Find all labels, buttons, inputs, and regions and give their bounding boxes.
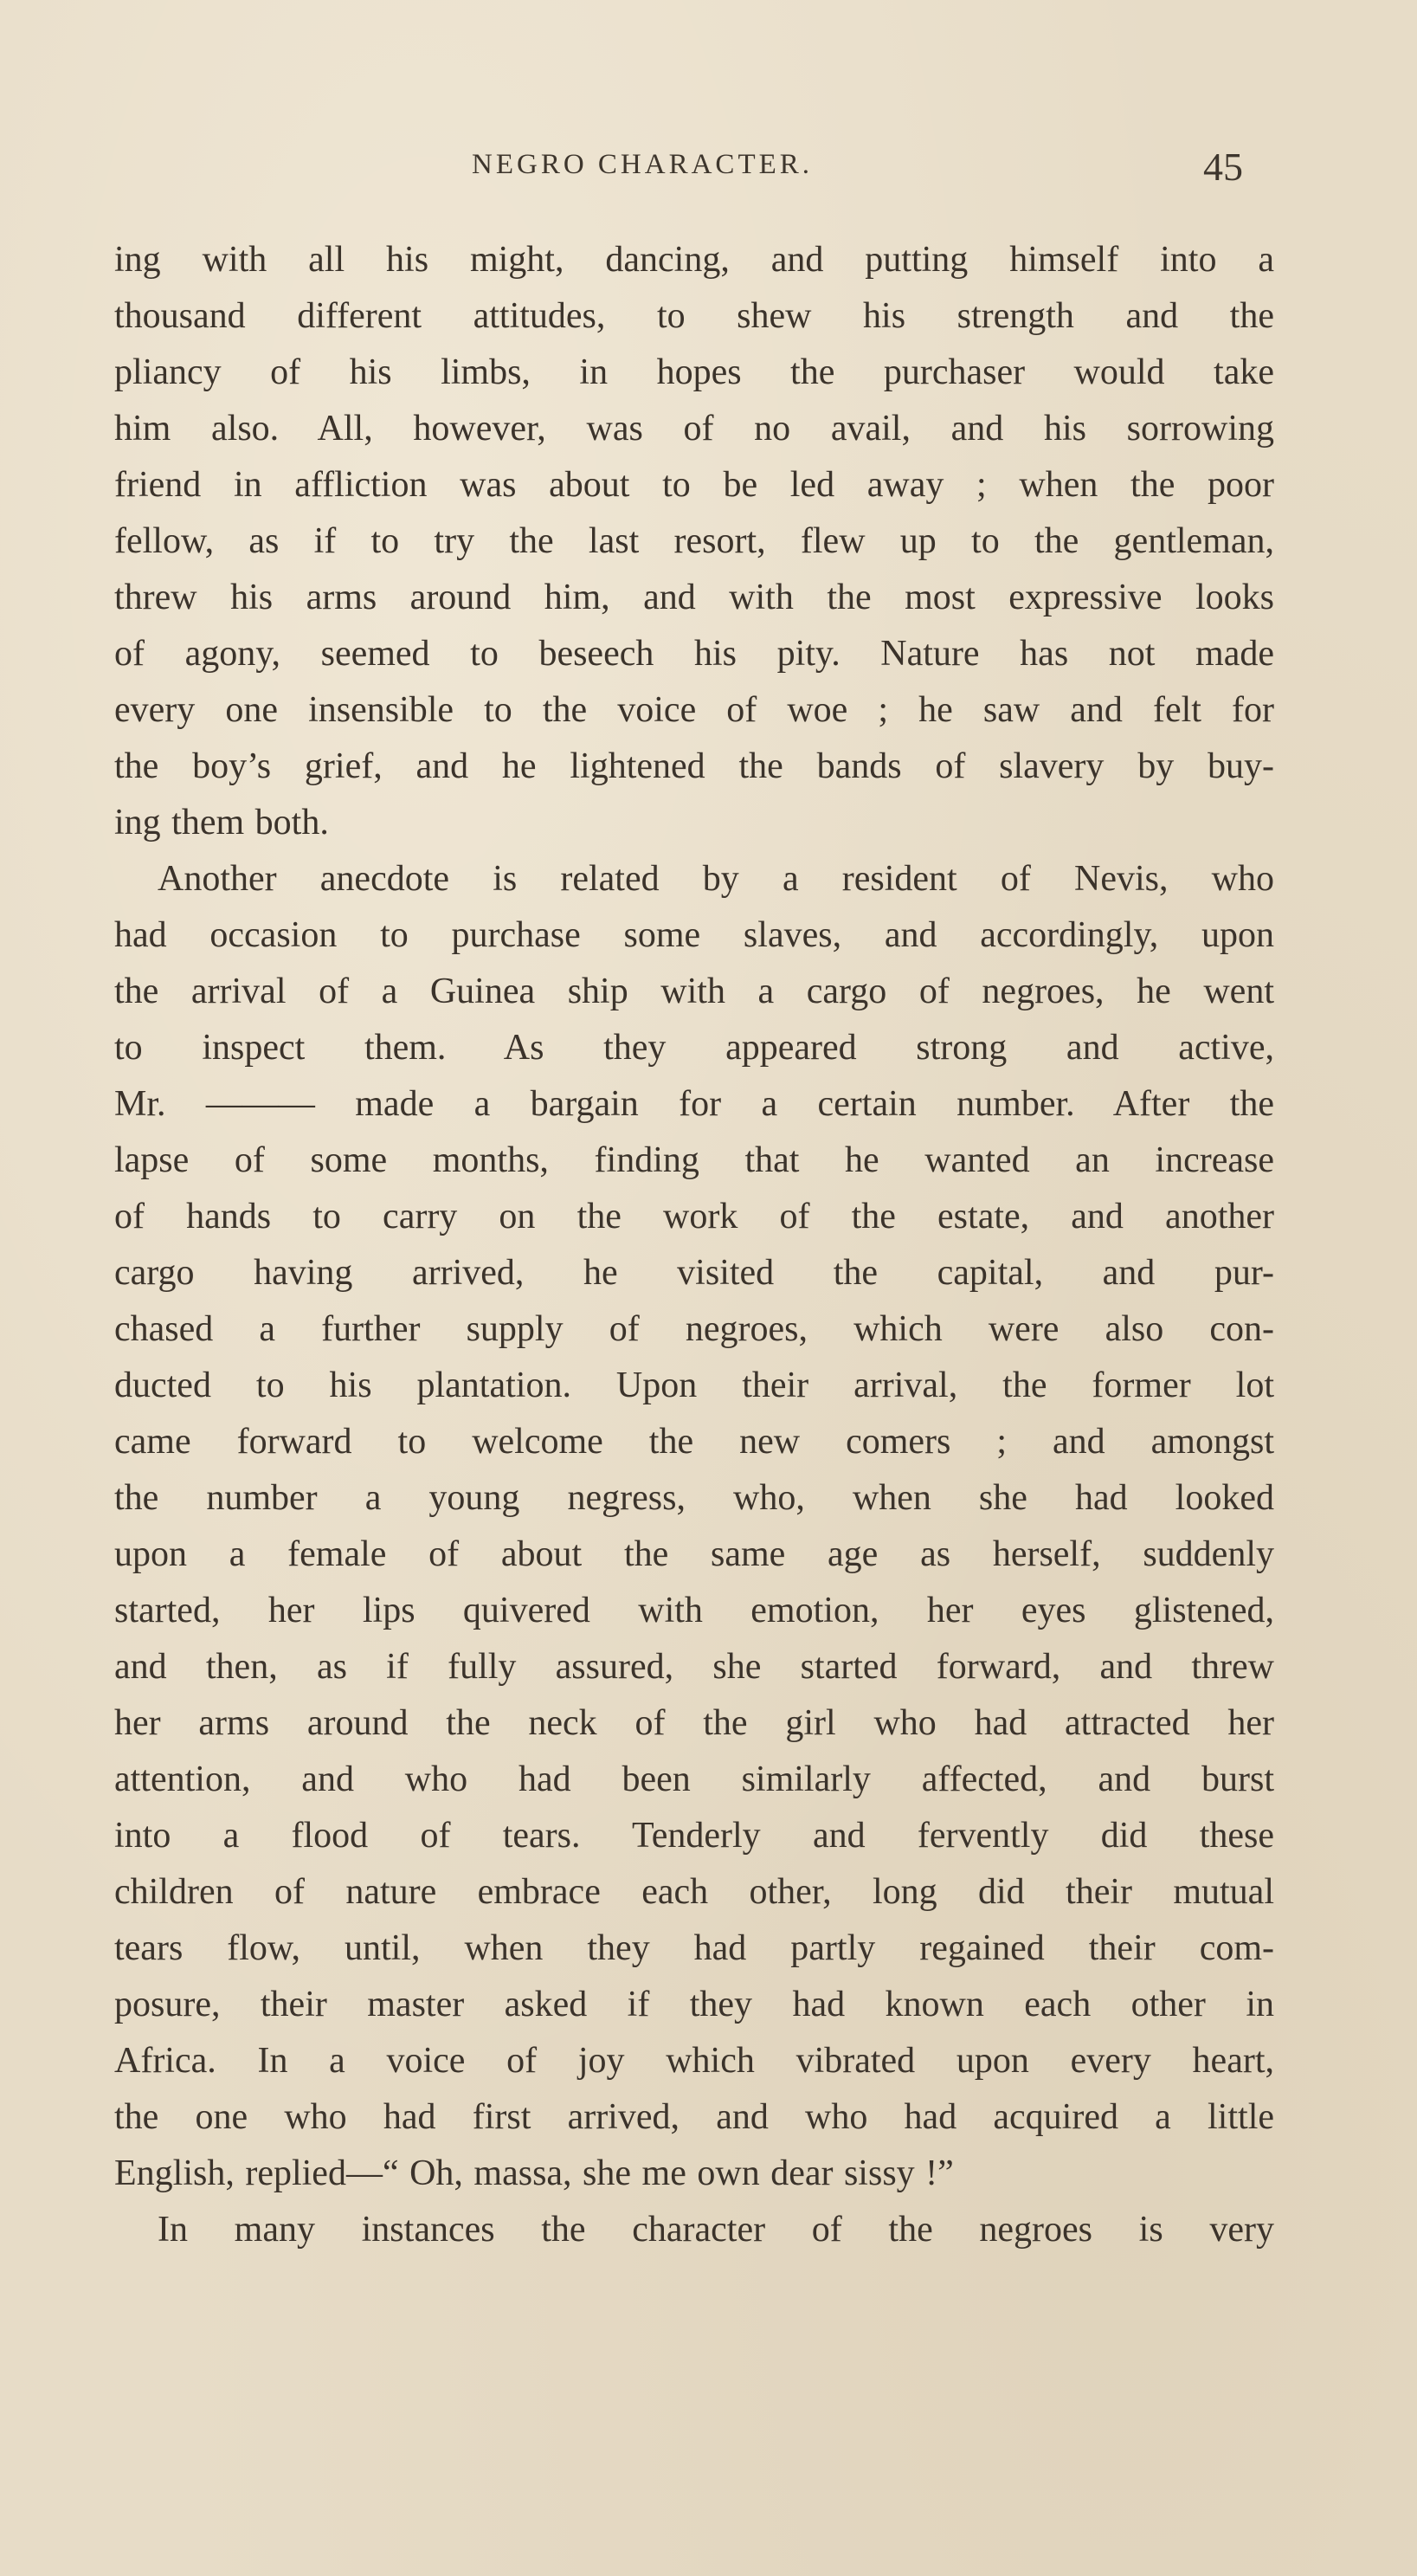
text-line: fellow, as if to try the last resort, flew up to the gentleman, (114, 521, 1274, 561)
text-line: started, her lips quivered with emotion, her eyes glistened, (114, 1591, 1274, 1630)
text-line: chased a further supply of negroes, which were also con- (114, 1309, 1274, 1349)
text-line: Africa. In a voice of joy which vibrated upon every heart, (114, 2041, 1274, 2081)
running-title: NEGRO CHARACTER. (472, 149, 814, 180)
text-line: had occasion to purchase some slaves, and accordingly, upon (114, 915, 1274, 955)
text-line: thousand different attitudes, to shew his strength and the (114, 296, 1274, 336)
text-line: him also. All, however, was of no avail, and his sorrowing (114, 409, 1274, 449)
text-line: came forward to welcome the new comers ; and amongst (114, 1422, 1274, 1462)
text-line: the number a young negress, who, when she had looked (114, 1478, 1274, 1518)
text-line: every one insensible to the voice of woe ; he saw and felt for (114, 690, 1274, 730)
text-line: cargo having arrived, he visited the capital, and pur- (114, 1253, 1274, 1293)
text-line: and then, as if fully assured, she started forward, and threw (114, 1647, 1274, 1687)
text-line: posure, their master asked if they had known each other in (114, 1985, 1274, 2024)
text-line: the arrival of a Guinea ship with a cargo of negroes, he went (114, 972, 1274, 1011)
text-line: friend in affliction was about to be led away ; when the poor (114, 465, 1274, 505)
text-line: her arms around the neck of the girl who had attracted her (114, 1703, 1274, 1743)
text-line: ing with all his might, dancing, and putting himself into a (114, 240, 1274, 280)
running-head (0, 145, 1417, 201)
text-line: upon a female of about the same age as herself, suddenly (114, 1534, 1274, 1574)
text-line: English, replied—“ Oh, massa, she me own dear sissy !” (114, 2153, 954, 2193)
text-line: pliancy of his limbs, in hopes the purchaser would take (114, 352, 1274, 392)
text-line: the boy’s grief, and he lightened the bands of slavery by buy- (114, 746, 1274, 786)
text-line: ing them both. (114, 803, 329, 843)
page-number: 45 (1203, 145, 1243, 189)
text-line: Another anecdote is related by a resident of Nevis, who (158, 859, 1274, 899)
text-line: threw his arms around him, and with the most expressive looks (114, 578, 1274, 617)
text-line: of agony, seemed to beseech his pity. Nature has not made (114, 634, 1274, 674)
text-line: ducted to his plantation. Upon their arrival, the former lot (114, 1365, 1274, 1405)
text-line: Mr. ——— made a bargain for a certain number. After the (114, 1084, 1274, 1124)
text-line: the one who had first arrived, and who had acquired a little (114, 2097, 1274, 2137)
text-line: to inspect them. As they appeared strong and active, (114, 1028, 1274, 1068)
body-text (114, 232, 1274, 2258)
text-line: attention, and who had been similarly affected, and burst (114, 1759, 1274, 1799)
text-line: into a flood of tears. Tenderly and fervently did these (114, 1816, 1274, 1856)
text-line: In many instances the character of the negroes is very (158, 2210, 1274, 2250)
text-line: of hands to carry on the work of the estate, and another (114, 1197, 1274, 1236)
text-line: children of nature embrace each other, long did their mutual (114, 1872, 1274, 1912)
text-line: tears flow, until, when they had partly regained their com- (114, 1928, 1274, 1968)
text-line: lapse of some months, finding that he wanted an increase (114, 1140, 1274, 1180)
